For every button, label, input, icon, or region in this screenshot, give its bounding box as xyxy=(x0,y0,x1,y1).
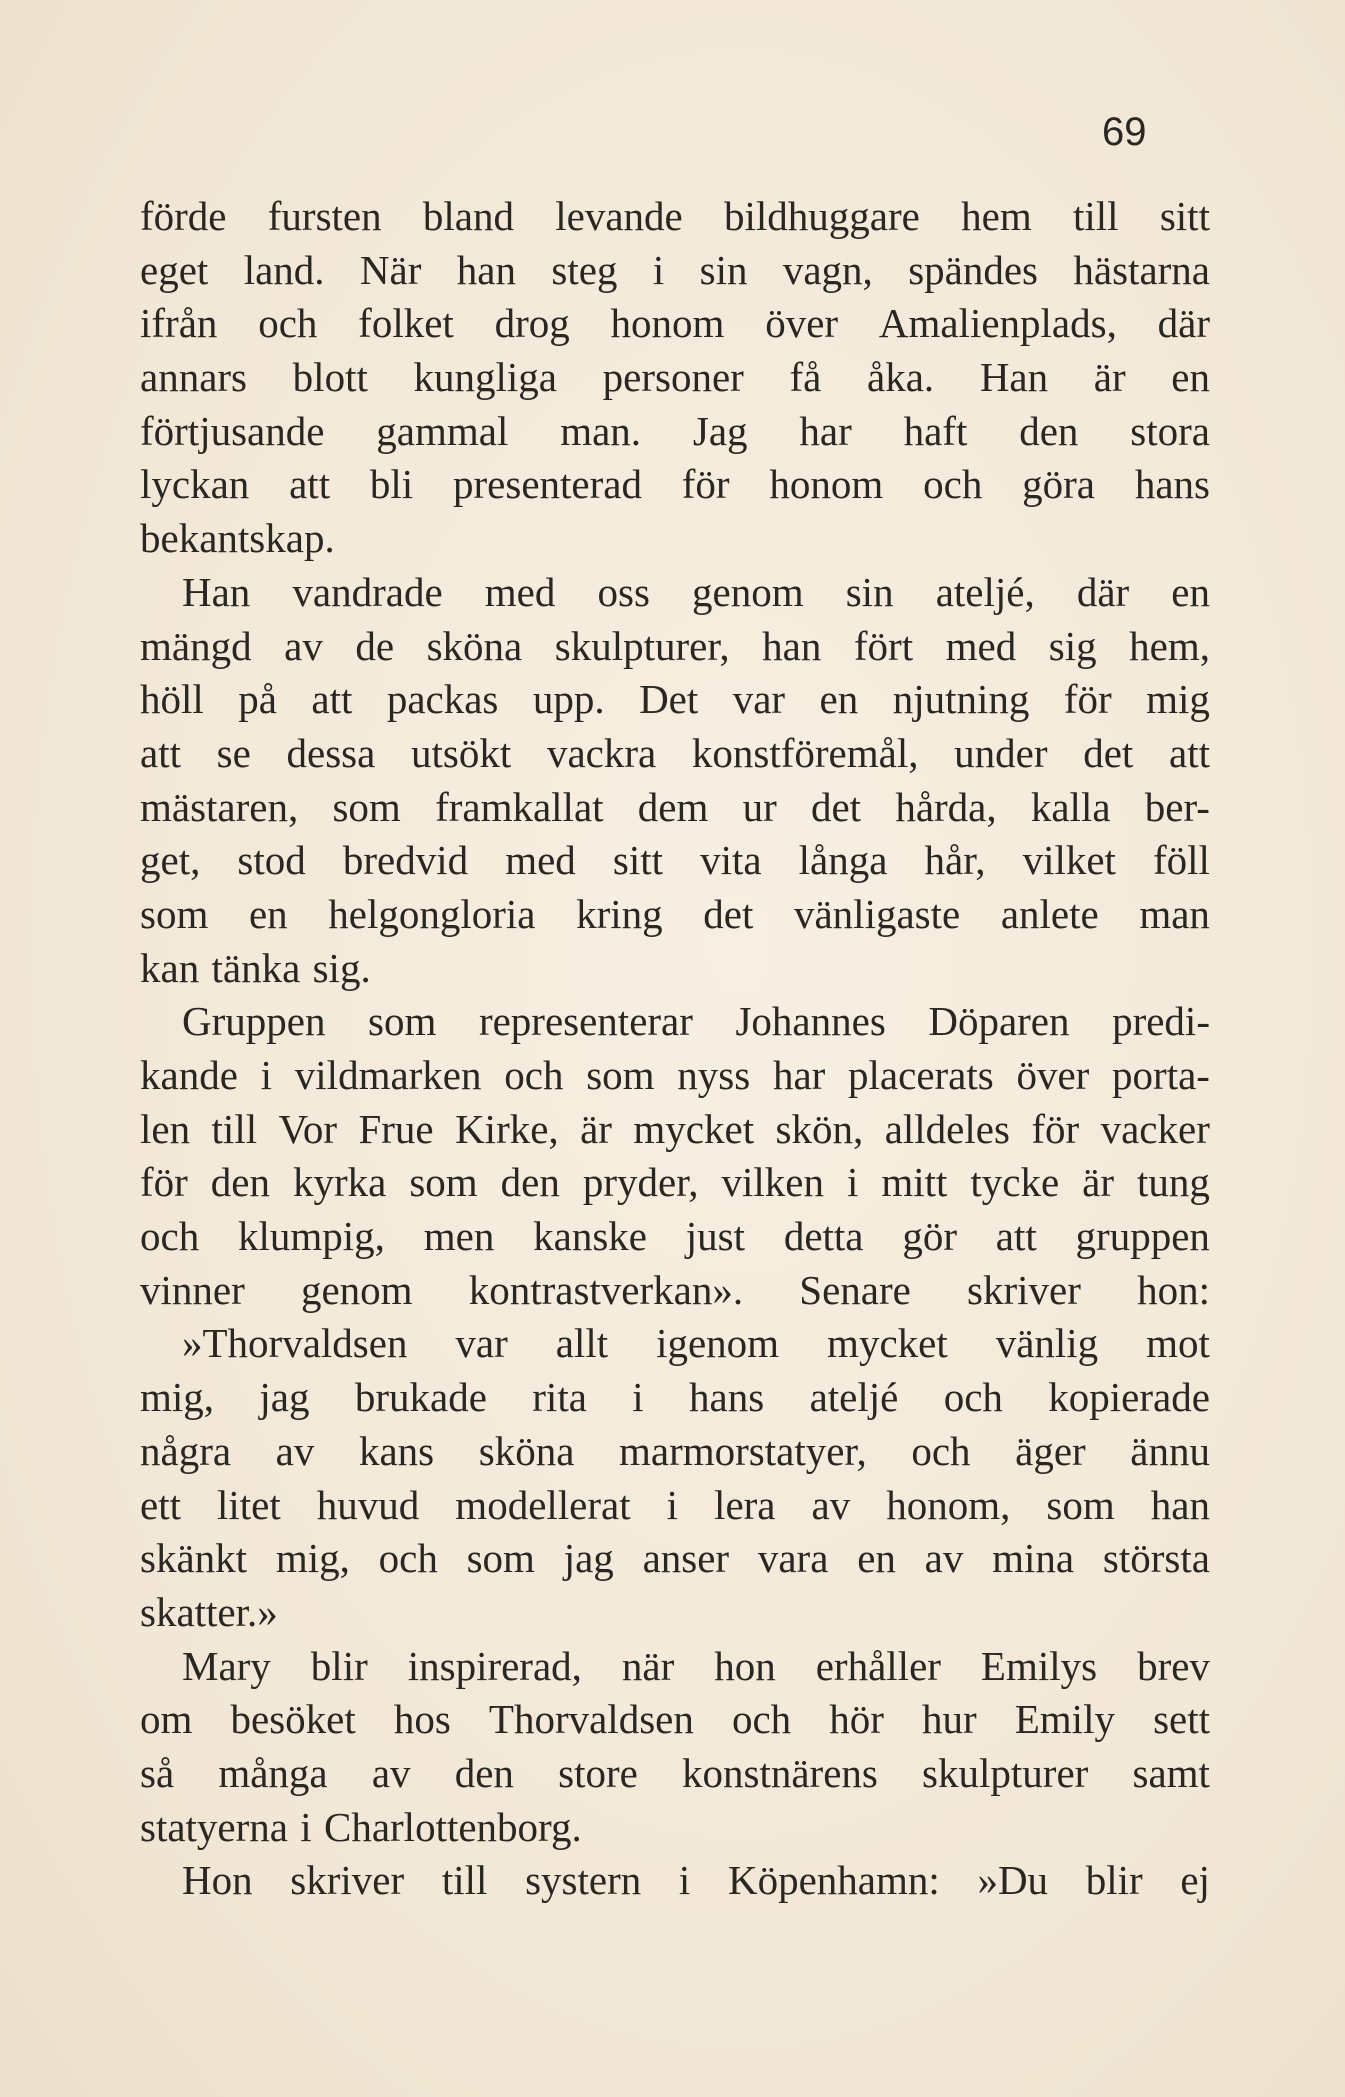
text-line xyxy=(140,1103,1210,1157)
word: systern xyxy=(525,1857,642,1904)
word: framkallat xyxy=(435,783,604,830)
word: vackra xyxy=(546,729,657,776)
text-line xyxy=(140,458,1210,512)
word: mina xyxy=(992,1535,1075,1582)
word: Vor xyxy=(278,1105,338,1152)
text-line xyxy=(140,1586,1210,1640)
text-line xyxy=(140,1854,1210,1908)
word: skriver xyxy=(290,1857,405,1904)
word: vacker xyxy=(1100,1105,1210,1152)
word: hans xyxy=(689,1374,765,1421)
word: det xyxy=(1083,729,1134,776)
word: Emily xyxy=(1014,1696,1115,1743)
word: dem xyxy=(637,783,709,830)
word: ateljé, xyxy=(935,568,1035,615)
word: honom, xyxy=(886,1481,1011,1528)
word: skön, xyxy=(775,1105,864,1152)
text-line xyxy=(140,190,1210,244)
word: kande xyxy=(140,1052,238,1098)
text-line xyxy=(140,297,1210,351)
text-line xyxy=(140,888,1210,942)
word: bredvid xyxy=(342,837,469,884)
word: till xyxy=(441,1857,488,1904)
word: är xyxy=(1093,354,1126,401)
word: modellerat xyxy=(455,1481,631,1528)
word: under xyxy=(954,729,1048,776)
text-line xyxy=(140,405,1210,459)
word: man. xyxy=(560,407,642,454)
word: upp. xyxy=(532,676,605,723)
word: kan xyxy=(140,944,200,991)
word: det xyxy=(703,890,754,937)
word: hos xyxy=(393,1696,451,1743)
word: som xyxy=(466,1535,535,1582)
word: stora xyxy=(1130,407,1210,454)
word: honom xyxy=(610,300,725,347)
word: mycket xyxy=(827,1320,948,1367)
word: för xyxy=(681,461,730,508)
word: mig, xyxy=(140,1374,215,1421)
word: av xyxy=(924,1535,964,1582)
word: sköna xyxy=(426,622,523,669)
word: packas xyxy=(386,676,499,723)
word: en xyxy=(857,1535,896,1582)
word: skulpturer xyxy=(922,1749,1089,1796)
word: presenterad xyxy=(453,461,642,508)
word: förtjusande xyxy=(140,407,325,454)
word: jag xyxy=(563,1535,614,1582)
text-line xyxy=(140,244,1210,298)
word: klumpig, xyxy=(238,1213,385,1260)
word: Köpenhamn: xyxy=(727,1857,940,1904)
word: steg xyxy=(551,246,618,293)
word: kungliga xyxy=(413,354,557,401)
word: jag xyxy=(259,1374,310,1421)
word: som xyxy=(368,998,437,1045)
word: ateljé xyxy=(809,1374,899,1421)
text-line xyxy=(140,1747,1210,1801)
word: att xyxy=(1169,729,1210,776)
word: till xyxy=(211,1105,258,1152)
word: samt xyxy=(1132,1749,1210,1796)
word: mängd xyxy=(140,622,252,669)
word: eget xyxy=(140,246,209,293)
word: och xyxy=(140,1213,200,1260)
text-line xyxy=(140,1425,1210,1479)
word: blir xyxy=(310,1642,368,1689)
word: just xyxy=(685,1213,746,1260)
word: med xyxy=(945,622,1017,669)
page-number: 69 xyxy=(1102,110,1147,154)
word: blir xyxy=(1085,1857,1143,1904)
word: statyerna xyxy=(140,1803,288,1850)
word: bli xyxy=(369,461,414,508)
word: mig xyxy=(1146,676,1210,723)
text-line xyxy=(140,566,1210,620)
word: fört xyxy=(853,622,914,669)
word: av xyxy=(371,1749,411,1796)
word: ber- xyxy=(1144,783,1210,830)
word: Senare xyxy=(799,1266,911,1313)
word: i xyxy=(846,1159,859,1206)
word: har xyxy=(772,1052,826,1098)
word: hans xyxy=(1134,461,1210,508)
text-line xyxy=(140,620,1210,674)
word: en xyxy=(1171,354,1210,401)
text-line xyxy=(140,1693,1210,1747)
word: Hon xyxy=(182,1857,253,1904)
word: dessa xyxy=(286,729,376,776)
word: bland xyxy=(422,193,514,239)
word: Det xyxy=(639,676,699,723)
word: anlete xyxy=(1000,890,1099,937)
word: mig, xyxy=(275,1535,350,1582)
word: vänlig xyxy=(995,1320,1099,1367)
word: han xyxy=(456,246,516,293)
word: Han xyxy=(182,568,251,615)
word: men xyxy=(423,1213,495,1260)
word: erhåller xyxy=(815,1642,941,1689)
word: är xyxy=(580,1105,612,1152)
word: vandrade xyxy=(292,568,443,615)
word: folket xyxy=(358,300,454,347)
word: helgongloria xyxy=(328,890,536,937)
word: han xyxy=(1150,1481,1210,1528)
word: Döparen xyxy=(928,998,1070,1045)
word: mycket xyxy=(633,1105,755,1152)
word: hår, xyxy=(924,837,986,884)
word: var xyxy=(455,1320,508,1367)
word: av xyxy=(275,1427,315,1474)
word: äger xyxy=(1015,1427,1086,1474)
word: i xyxy=(300,1803,312,1850)
word: Amalienplads, xyxy=(878,300,1117,347)
word: åka. xyxy=(867,354,935,401)
text-line xyxy=(140,942,1210,996)
word: några xyxy=(140,1427,232,1474)
word: de xyxy=(355,622,395,669)
word: få xyxy=(789,354,822,401)
word: att xyxy=(289,461,331,508)
word: gruppen xyxy=(1075,1213,1210,1260)
word: Johannes xyxy=(735,998,886,1045)
word: och xyxy=(258,300,318,347)
word: ej xyxy=(1180,1857,1210,1904)
word: mästaren, xyxy=(140,783,299,830)
word: Kirke, xyxy=(455,1105,559,1152)
text-line xyxy=(140,1801,1210,1855)
text-line xyxy=(140,1264,1210,1318)
word: hör xyxy=(829,1696,884,1743)
text-line xyxy=(140,1156,1210,1210)
word: hem xyxy=(961,193,1032,239)
word: i xyxy=(632,1374,644,1421)
text-line xyxy=(140,673,1210,727)
word: Jag xyxy=(692,407,748,454)
word: inspirerad, xyxy=(407,1642,582,1689)
word: och xyxy=(923,461,983,508)
word: pryder, xyxy=(582,1159,699,1206)
word: man xyxy=(1139,890,1210,937)
word: vagn, xyxy=(782,246,873,293)
word: som xyxy=(409,1159,478,1206)
word: hon: xyxy=(1137,1266,1210,1313)
word: på xyxy=(238,676,277,723)
word: haft xyxy=(903,407,968,454)
word: som xyxy=(332,783,401,830)
word: han xyxy=(762,622,822,669)
word: så xyxy=(140,1749,175,1796)
text-line xyxy=(140,1049,1210,1103)
word: brev xyxy=(1137,1642,1210,1689)
word: besöket xyxy=(230,1696,356,1743)
word: att xyxy=(311,676,353,723)
word: och xyxy=(731,1696,792,1743)
word: allt xyxy=(555,1320,609,1367)
word: predi- xyxy=(1112,998,1210,1045)
word: annars xyxy=(140,354,248,401)
word: Han xyxy=(979,354,1049,401)
word: njutning xyxy=(892,676,1030,723)
word: konstnärens xyxy=(682,1749,878,1796)
word: drog xyxy=(494,300,570,347)
word: fursten xyxy=(267,193,382,239)
word: sin xyxy=(845,568,894,615)
word: kyrka xyxy=(292,1159,387,1206)
word: skriver xyxy=(967,1266,1081,1313)
word: konstföremål, xyxy=(691,729,919,776)
word: När xyxy=(359,246,422,293)
word: representerar xyxy=(478,998,693,1045)
word: kalla xyxy=(1030,783,1111,830)
word: om xyxy=(140,1696,193,1743)
word: anser xyxy=(642,1535,730,1582)
word: en xyxy=(819,676,859,723)
word: huvud xyxy=(316,1481,420,1528)
word: att xyxy=(995,1213,1037,1260)
word: ur xyxy=(742,783,777,830)
word: där xyxy=(1157,300,1210,347)
word: hem, xyxy=(1129,622,1210,669)
word: den xyxy=(500,1159,560,1206)
word: föll xyxy=(1153,837,1210,884)
word: som xyxy=(586,1052,655,1098)
text-line xyxy=(140,834,1210,888)
word: se xyxy=(216,729,251,776)
word: över xyxy=(1016,1052,1090,1098)
word: mitt xyxy=(881,1159,948,1206)
word: stod xyxy=(237,837,306,884)
word: det xyxy=(810,783,862,830)
text-line xyxy=(140,351,1210,405)
word: »Du xyxy=(977,1857,1049,1904)
word: ifrån xyxy=(140,300,218,347)
word: skulpturer, xyxy=(554,622,730,669)
word: vänligaste xyxy=(793,890,961,937)
word: vilket xyxy=(1022,837,1116,884)
word: sin xyxy=(699,246,748,293)
word: i xyxy=(652,246,665,293)
word: sitt xyxy=(612,837,663,884)
word: gammal xyxy=(376,407,509,454)
word: vinner xyxy=(140,1266,245,1313)
word: vita xyxy=(700,837,762,884)
word: genom xyxy=(692,568,804,615)
word: len xyxy=(140,1105,191,1152)
text-line xyxy=(140,1640,1210,1694)
word: höll xyxy=(140,676,204,723)
word: kontrastverkan». xyxy=(468,1266,744,1313)
word: marmorstatyer, xyxy=(619,1427,867,1474)
word: och xyxy=(504,1052,564,1098)
word: den xyxy=(210,1159,270,1206)
word: i xyxy=(666,1481,679,1528)
word: tung xyxy=(1137,1159,1210,1206)
word: mot xyxy=(1146,1320,1210,1367)
word: sköna xyxy=(478,1427,575,1474)
word: som xyxy=(1046,1481,1115,1528)
word: Thorvaldsen xyxy=(488,1696,694,1743)
word: största xyxy=(1102,1535,1210,1582)
word: bekantskap. xyxy=(140,515,335,562)
word: get, xyxy=(140,837,201,884)
word: Mary xyxy=(182,1642,271,1689)
text-line xyxy=(140,512,1210,566)
word: igenom xyxy=(656,1320,780,1367)
word: och xyxy=(943,1374,1003,1421)
text-line xyxy=(140,1479,1210,1533)
word: vildmarken xyxy=(294,1052,482,1098)
word: honom xyxy=(769,461,884,508)
word: gör xyxy=(902,1213,957,1260)
word: är xyxy=(1082,1159,1115,1206)
word: brukade xyxy=(354,1374,487,1421)
word: Gruppen xyxy=(182,998,326,1045)
text-line xyxy=(140,995,1210,1049)
word: för xyxy=(140,1159,188,1206)
word: med xyxy=(505,837,576,884)
word: och xyxy=(911,1427,971,1474)
word: Emilys xyxy=(980,1642,1098,1689)
word: litet xyxy=(217,1481,281,1528)
text-line xyxy=(140,1532,1210,1586)
word: hur xyxy=(922,1696,977,1743)
word: sitt xyxy=(1159,193,1210,239)
word: till xyxy=(1072,193,1119,239)
word: var xyxy=(732,676,786,723)
word: lyckan xyxy=(140,461,250,508)
word: land. xyxy=(243,246,325,293)
word: ett xyxy=(140,1481,181,1528)
text-line xyxy=(140,727,1210,781)
word: oss xyxy=(597,568,650,615)
word: hon xyxy=(714,1642,776,1689)
word: med xyxy=(484,568,556,615)
word: den xyxy=(1019,407,1079,454)
word: för xyxy=(1063,676,1112,723)
word: Charlottenborg. xyxy=(323,1803,582,1850)
word: i xyxy=(678,1857,691,1904)
word: den xyxy=(454,1749,514,1796)
word: för xyxy=(1031,1105,1080,1152)
word: personer xyxy=(602,354,744,401)
word: göra xyxy=(1022,461,1095,508)
text-line xyxy=(140,1317,1210,1371)
text-line xyxy=(140,781,1210,835)
word: spändes xyxy=(908,246,1039,293)
word: bildhuggare xyxy=(724,193,920,239)
word: en xyxy=(248,890,288,937)
word: porta- xyxy=(1112,1052,1210,1098)
word: av xyxy=(284,622,323,669)
word: när xyxy=(621,1642,675,1689)
word: av xyxy=(811,1481,851,1528)
word: över xyxy=(765,300,839,347)
word: där xyxy=(1076,568,1130,615)
word: kanske xyxy=(533,1213,647,1260)
word: har xyxy=(799,407,852,454)
word: store xyxy=(558,1749,638,1796)
word: ännu xyxy=(1130,1427,1210,1474)
word: kring xyxy=(576,890,663,937)
text-line xyxy=(140,1210,1210,1264)
word: som xyxy=(140,890,209,937)
word: att xyxy=(140,729,181,776)
word: levande xyxy=(555,193,683,239)
word: »Thorvaldsen xyxy=(182,1320,408,1367)
word: rita xyxy=(532,1374,587,1421)
word: vilken xyxy=(721,1159,824,1206)
word: i xyxy=(260,1052,273,1098)
word: vara xyxy=(757,1535,829,1582)
word: nyss xyxy=(677,1052,751,1098)
word: alldeles xyxy=(884,1105,1010,1152)
text-line xyxy=(140,1371,1210,1425)
word: sig. xyxy=(312,944,371,991)
word: hårda, xyxy=(895,783,997,830)
word: Frue xyxy=(358,1105,434,1152)
word: en xyxy=(1171,568,1210,615)
word: förde xyxy=(140,193,227,239)
word: lera xyxy=(714,1481,776,1528)
word: sett xyxy=(1153,1696,1210,1743)
word: och xyxy=(378,1535,438,1582)
word: blott xyxy=(292,354,368,401)
body-text xyxy=(140,190,1210,1908)
word: placerats xyxy=(848,1052,994,1098)
word: skänkt xyxy=(140,1535,248,1582)
word: utsökt xyxy=(411,729,512,776)
word: sig xyxy=(1048,622,1097,669)
word: tänka xyxy=(211,944,301,991)
word: skatter.» xyxy=(140,1588,278,1635)
word: kans xyxy=(358,1427,435,1474)
word: många xyxy=(218,1749,328,1796)
word: genom xyxy=(300,1266,413,1313)
word: långa xyxy=(798,837,888,884)
word: detta xyxy=(783,1213,864,1260)
word: tycke xyxy=(970,1159,1060,1206)
word: kopierade xyxy=(1048,1374,1210,1421)
word: hästarna xyxy=(1073,246,1210,293)
